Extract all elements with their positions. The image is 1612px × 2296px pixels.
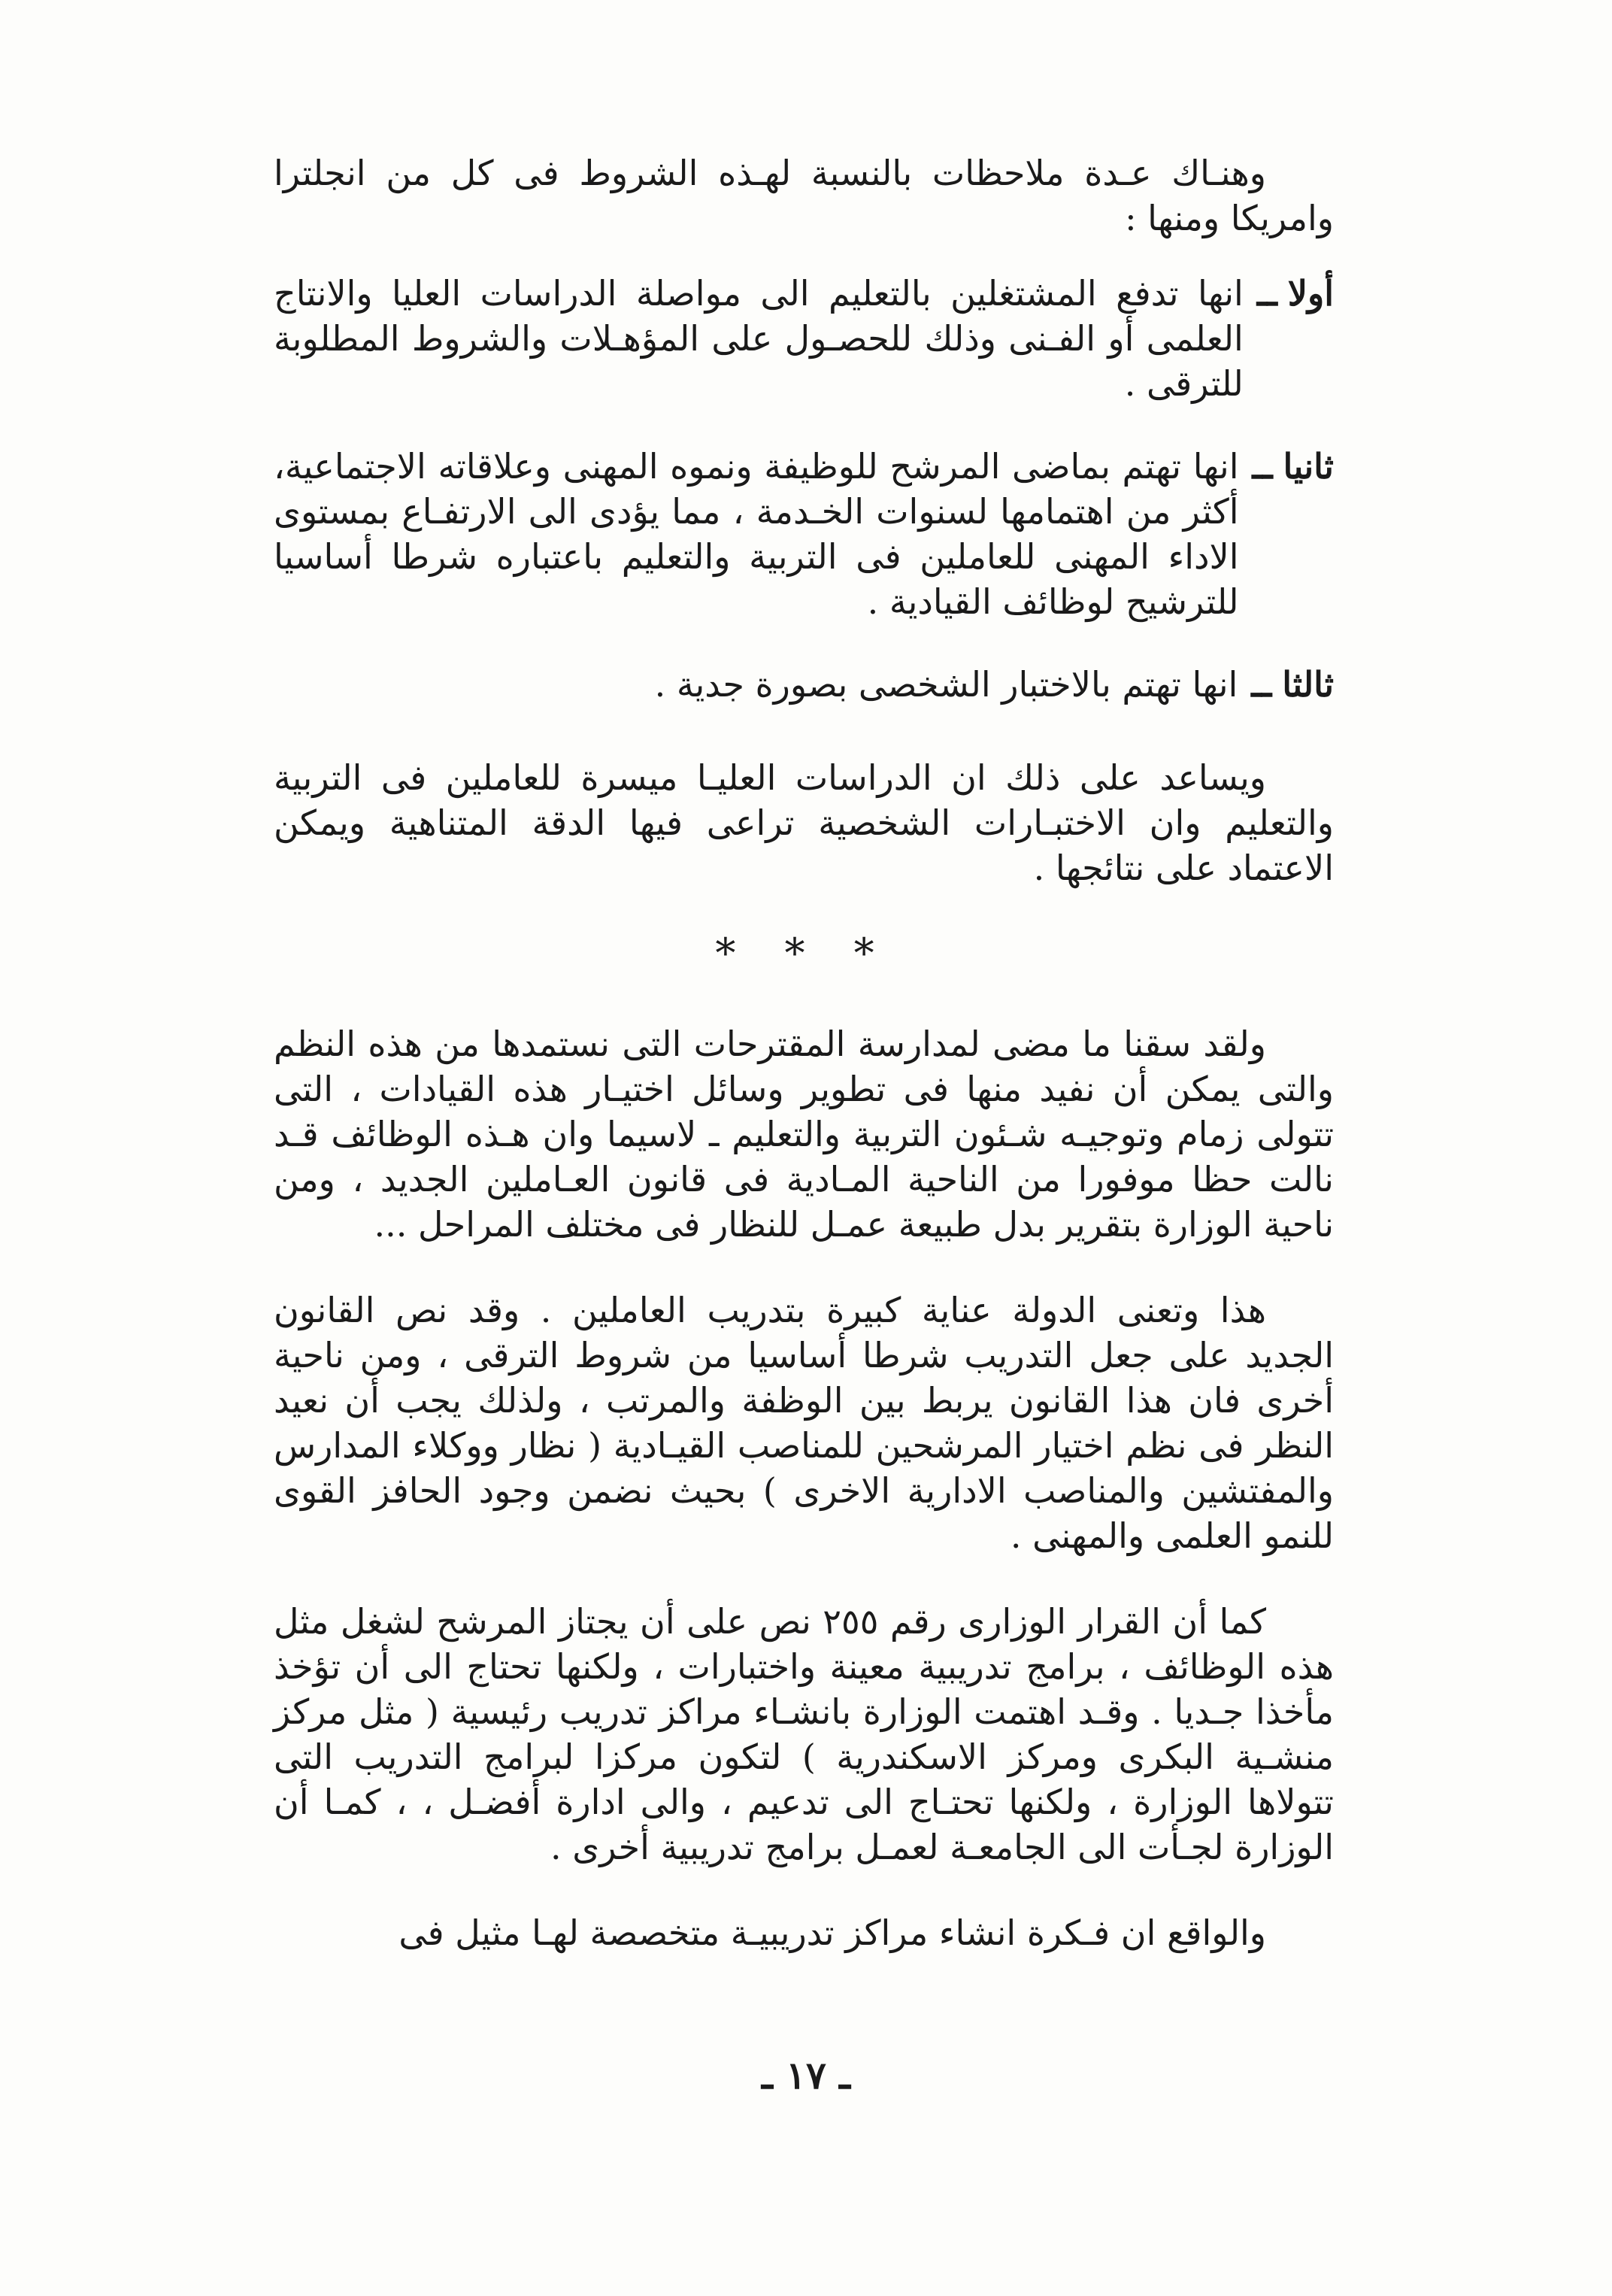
body-paragraph: ولقد سقنا ما مضى لمدارسة المقترحات التى نستمدها من هذه النظم والتى يمكن أن نفيد منها فى تطوير وسائل اختيـار هذه القيادات ، التى تتولى زمام وتوجيـه شـئون التربية والتعليم ـ لاسيما وان هـذه الوظائف قـد نالت حظا موفورا من الناحية المـادية فى قانون العـاملين الجديد ، ومن ناحية الوزارة بتقرير بدل طبيعة عمـل للنظار فى مختلف المراحل ... bbox=[274, 1024, 1334, 1245]
intro-paragraph: وهنـاك عـدة ملاحظات بالنسبة لهـذه الشروط فى كل من انجلترا وامريكا ومنها : bbox=[274, 153, 1334, 238]
list-item-label: ثانيا bbox=[1283, 446, 1334, 487]
body-paragraph: كما أن القرار الوزارى رقم ٢٥٥ نص على أن يجتاز المرشح لشغل مثل هذه الوظائف ، برامج تدريبية معينة واختبارات ، ولكنها تحتاج الى أن تؤخذ مأخذا جـديا . وقـد اهتمت الوزارة بانشـاء مراكز تدريب رئيسية ( مثل مركز منشـية البكرى ومركز الاسكندرية ) لتكون مركزا لبرامج التدريب التى تتولاها الوزارة ، ولكنها تحتـاج الى تدعيم ، والى ادارة أفضـل ، ، كمـا أن الوزارة لجـأت الى الجامعـة لعمـل برامج تدريبية أخرى . bbox=[274, 1601, 1334, 1867]
list-item-dash: ــ bbox=[1251, 664, 1272, 705]
asterism-separator: * * * bbox=[715, 930, 892, 977]
list-item-text: انها تهتم بماضى المرشح للوظيفة ونموه المهنى وعلاقاته الاجتماعية، أكثر من اهتمامها لسنوات الخـدمة ، مما يؤدى الى الارتفـاع بمستوى الاداء المهنى للعاملين فى التربية والتعليم باعتباره شرطا أساسيا للترشيح لوظائف القيادية . bbox=[274, 446, 1239, 622]
list-item-text: انها تهتم بالاختبار الشخصى بصورة جدية . bbox=[654, 664, 1238, 705]
list-item-dash: ــ bbox=[1252, 446, 1273, 487]
list-item-label: أولا bbox=[1287, 273, 1334, 314]
body-paragraph: هذا وتعنى الدولة عناية كبيرة بتدريب العاملين . وقد نص القانون الجديد على جعل التدريب شرطا أساسيا من شروط الترقى ، ومن ناحية أخرى فان هذا القانون يربط بين الوظفة والمرتب ، ولذلك يجب أن نعيد النظر فى نظم اختيار المرشحين للمناصب القيـادية ( نظار ووكلاء المدارس والمفتشين والمناصب الادارية الاخرى ) بحيث نضمن وجود الحافز القوى للنمو العلمى والمهنى . bbox=[274, 1290, 1334, 1556]
list-item-third bbox=[274, 662, 1334, 707]
body-paragraph: والواقع ان فـكرة انشاء مراكز تدريبيـة متخصصة لهـا مثيل فى bbox=[398, 1912, 1266, 1953]
list-item-dash: ــ bbox=[1256, 273, 1277, 314]
document-body bbox=[274, 150, 1334, 1996]
paragraph-after-list: ويساعد على ذلك ان الدراسات العليـا ميسرة للعاملين فى التربية والتعليم وان الاختبـارات الشخصية تراعى فيها الدقة المتناهية ويمكن الاعتماد على نتائجها . bbox=[274, 757, 1334, 888]
list-item-label: ثالثا bbox=[1282, 664, 1334, 705]
page-number: ـ ١٧ ـ bbox=[762, 2053, 850, 2097]
list-item-text: انها تدفع المشتغلين بالتعليم الى مواصلة الدراسات العليا والانتاج العلمى أو الفـنى وذلك للحصـول على المؤهـلات والشروط المطلوبة للترقى . bbox=[274, 273, 1244, 404]
list-item-first bbox=[274, 271, 1334, 406]
list-item-second bbox=[274, 444, 1334, 624]
